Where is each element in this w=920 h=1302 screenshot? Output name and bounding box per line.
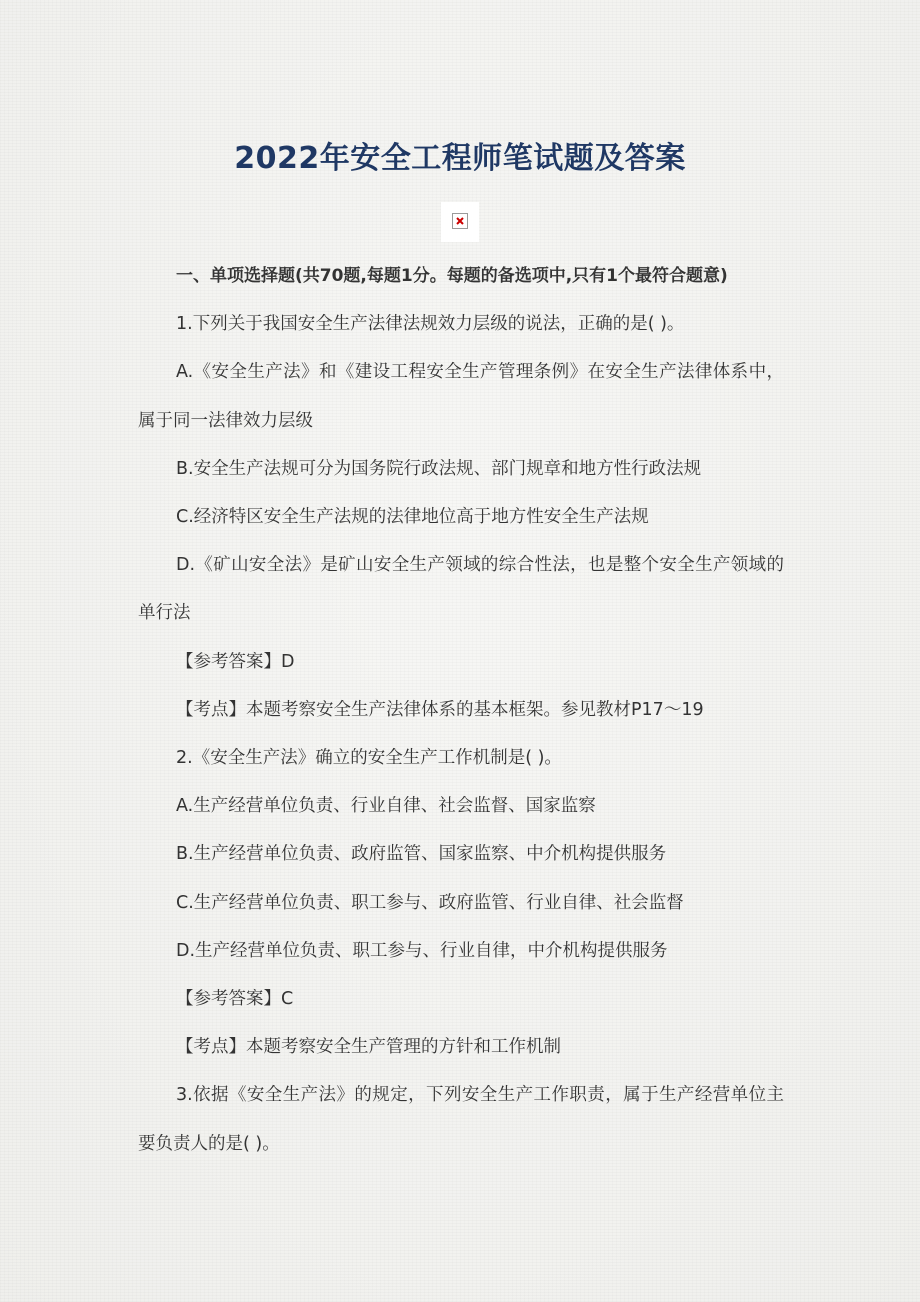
question-2-option-b: B.生产经营单位负责、政府监管、国家监察、中介机构提供服务 (176, 844, 667, 865)
question-1-answer: 【参考答案】D (176, 651, 295, 672)
question-2-option-c: C.生产经营单位负责、职工参与、政府监管、行业自律、社会监督 (176, 892, 684, 913)
question-2-option-a: A.生产经营单位负责、行业自律、社会监督、国家监察 (176, 796, 596, 817)
section-heading: 一、单项选择题(共70题,每题1分。每题的备选项中,只有1个最符合题意) (176, 266, 728, 286)
question-2: 2.《安全生产法》确立的安全生产工作机制是( )。 (176, 748, 562, 769)
question-1-option-d: D.《矿山安全法》是矿山安全生产领域的综合性法，也是整个安全生产领域的单行法 (138, 555, 784, 624)
document-body (138, 252, 784, 1168)
question-2-answer: 【参考答案】C (176, 989, 294, 1010)
document-title: 2022年安全工程师笔试题及答案 (234, 141, 686, 176)
question-1-note: 【考点】本题考察安全生产法律体系的基本框架。参见教材P17～19 (176, 699, 704, 720)
question-3: 3.依据《安全生产法》的规定，下列安全生产工作职责，属于生产经营单位主要负责人的是( )。 (138, 1085, 784, 1154)
image-placeholder (441, 202, 479, 242)
question-1-option-a: A.《安全生产法》和《建设工程安全生产管理条例》在安全生产法律体系中，属于同一法律效力层级 (138, 362, 784, 431)
question-1-option-b: B.安全生产法规可分为国务院行政法规、部门规章和地方性行政法规 (176, 458, 702, 479)
question-2-note: 【考点】本题考察安全生产管理的方针和工作机制 (176, 1037, 561, 1058)
broken-image-icon (452, 213, 468, 229)
question-1: 1.下列关于我国安全生产法律法规效力层级的说法，正确的是( )。 (176, 314, 685, 335)
question-2-option-d: D.生产经营单位负责、职工参与、行业自律，中介机构提供服务 (176, 940, 668, 961)
question-1-option-c: C.经济特区安全生产法规的法律地位高于地方性安全生产法规 (176, 507, 649, 528)
